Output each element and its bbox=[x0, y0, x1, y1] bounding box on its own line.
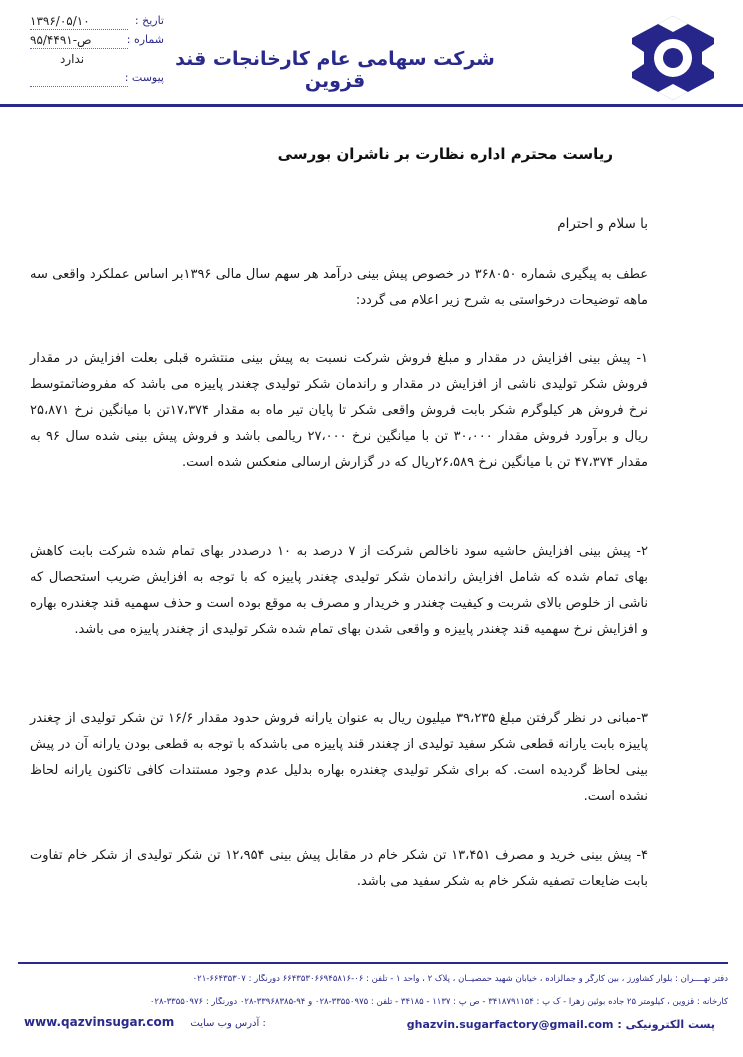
email-label: پست الکترونیکی : bbox=[617, 1018, 715, 1031]
date-label: تاریخ : bbox=[134, 14, 164, 27]
email-link[interactable]: ghazvin.sugarfactory@gmail.com bbox=[406, 1018, 614, 1031]
website-link[interactable]: www.qazvinsugar.com bbox=[24, 1015, 175, 1029]
company-name: شرکت سهامی عام کارخانجات قند قزوین bbox=[175, 48, 495, 92]
number-label: شماره : bbox=[126, 33, 164, 46]
intro-paragraph: عطف به پیگیری شماره ۳۶۸۰۵۰ در خصوص پیش بینی درآمد هر سهم سال مالی ۱۳۹۶بر اساس عملکرد واقعی سه ماهه توضیحات درخواستی به شرح زیر اعلام می گردد: bbox=[30, 267, 648, 308]
header-divider bbox=[0, 104, 743, 107]
item-3-paragraph: ۳-مبانی در نظر گرفتن مبلغ ۳۹،۲۳۵ میلیون ریال به عنوان یارانه فروش حدود مقدار ۱۶/۶ تن شکر تولیدی از چغندر پاییزه بابت یارانه قطعی شکر سفید تولیدی از چغندر قند پاییزه می باشدکه با توجه به قطعی بودن یارانه آن در پیش بینی لحاظ گردیده است. که برای شکر تولیدی چغندره بهاره بدلیل عدم وجود مستندات کافی تاکنون یارانه لحاظ نشده است. bbox=[30, 711, 649, 804]
attachment-value: ندارد bbox=[60, 52, 85, 66]
item-1-paragraph: ۱- پیش بینی افزایش در مقدار و مبلغ فروش شرکت نسبت به پیش بینی منتشره قبلی بعلت افزایش در مقدار فروش شکر تولیدی ناشی از افزایش در مقدار و راندمان شکر تولیدی چغندر پاییزه می باشد که مفروضاتمتوسط نرخ فروش هر کیلوگرم شکر بابت فروش واقعی شکر تا پایان تیر ماه به مقدار ۱۷،۳۷۴تن با میانگین نرخ ۲۵،۸۷۱ ریال و برآورد فروش مقدار ۳۰،۰۰۰ تن با میانگین نرخ ۲۷،۰۰۰ ریالمی باشد و فروش پیش بینی شده سال ۹۶ به مقدار ۴۷،۳۷۴ تن با میانگین نرخ ۲۶،۵۸۹ریال که در گزارش ارسالی منعکس شده است. bbox=[30, 351, 648, 470]
date-value: ۱۳۹۶/۰۵/۱۰ bbox=[30, 14, 90, 28]
greeting: با سلام و احترام bbox=[557, 216, 648, 232]
number-value: ۹۵/۴۴۹۱-ص bbox=[30, 33, 92, 47]
qazvin-sugar-logo-icon bbox=[628, 14, 718, 102]
website-label: آدرس وب سایت : bbox=[190, 1018, 266, 1029]
footer-tehran-office: دفتر تهــــران : بلوار کشاورز ، بین کارگر و جمالزاده ، خیابان شهید حمصیــان ، پلاک ۲ ، واحد ۱ - تلفن : ۰۶-۶۶۴۳۵۳۰۶۶۹۴۵۸۱۶ دورنگار : ۶۶۴۳۵۳۰۷-۰۲۱ bbox=[192, 974, 728, 984]
footer-divider bbox=[18, 962, 728, 964]
addressee: ریاست محترم اداره نظارت بر ناشران بورسی bbox=[277, 145, 613, 163]
footer-email bbox=[407, 1018, 715, 1031]
footer-website bbox=[24, 1015, 266, 1029]
footer-factory-address: کارخانه : قزوین ، کیلومتر ۲۵ جاده بوئین زهرا - ک پ : ۳۴۱۸۷۹۱۱۵۴ - ص پ : ۱۱۳۷ - ۳۴۱۸۵ - تلفن : ۳۳۵۵۰۹۷۵-۰۲۸ و ۹۴-۳۳۹۶۸۳۸۵-۰۲۸ دورنگار : ۳۳۵۵۰۹۷۶-۰۲۸ bbox=[149, 997, 728, 1007]
attachment-label: پیوست : bbox=[124, 71, 164, 84]
item-4-paragraph: ۴- پیش بینی خرید و مصرف ۱۳،۴۵۱ تن شکر خام در مقابل پیش بینی ۱۲،۹۵۴ تن شکر تولیدی از شکر خام تفاوت بابت ضایعات تصفیه شکر خام به شکر سفید می باشد. bbox=[30, 848, 648, 889]
item-2-paragraph: ۲- پیش بینی افزایش حاشیه سود ناخالص شرکت از ۷ درصد به ۱۰ درصددر بهای تمام شده شرکت بابت کاهش بهای تمام شده که شامل افزایش راندمان شکر تولیدی چغندر پاییزه که با توجه به افزایش ضریب استحصال که ناشی از خلوص بالای شربت و کیفیت چغندر و خریدار و مصرف به موقع بوده است و حذف سهمیه قند چغندره بهاره و افزایش نرخ سهمیه قند چغندر پاییزه و واقعی شدن بهای تمام شده شکر تولیدی از چغندر پاییزه می باشد. bbox=[30, 544, 648, 637]
letter-meta bbox=[30, 14, 170, 90]
